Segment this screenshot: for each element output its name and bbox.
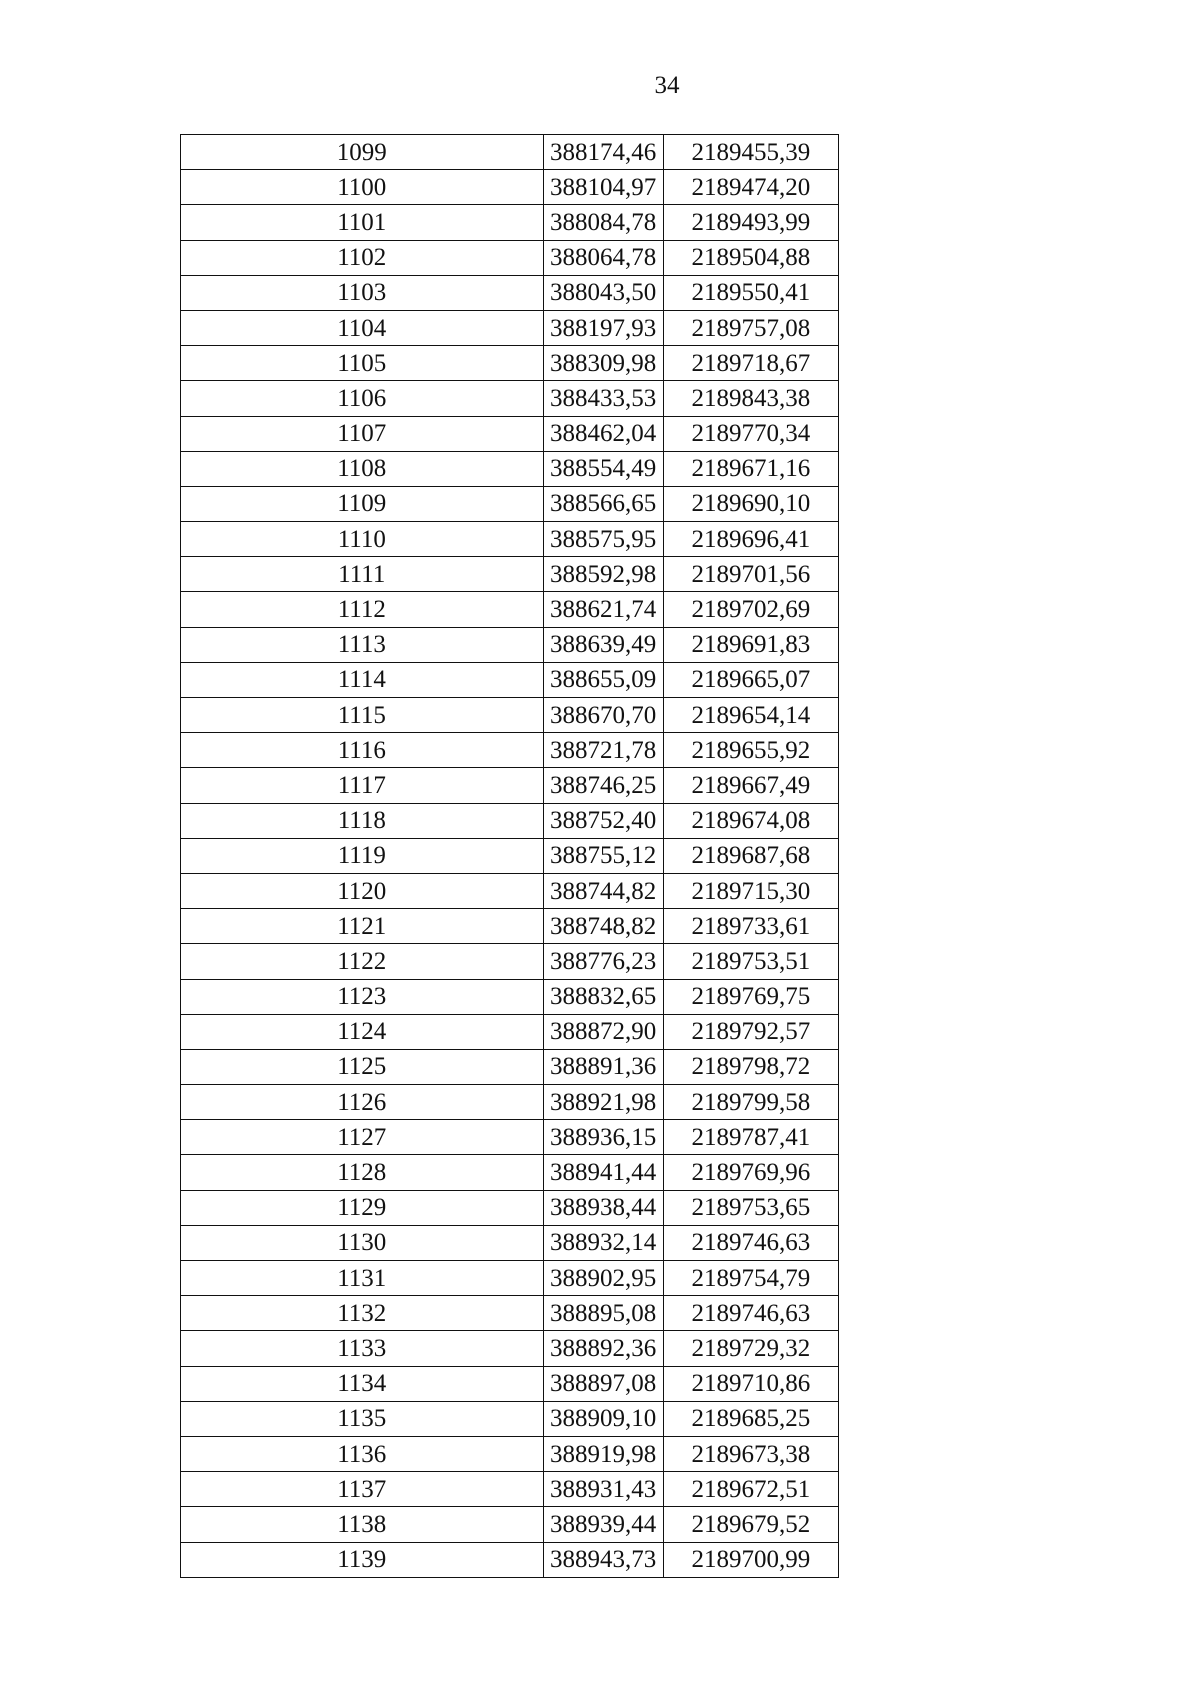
y-coordinate-cell: 2189700,99: [663, 1542, 838, 1577]
y-coordinate-cell: 2189679,52: [663, 1507, 838, 1542]
point-number-cell: 1122: [181, 944, 544, 979]
point-number-cell: 1129: [181, 1190, 544, 1225]
x-coordinate-cell: 388895,08: [543, 1296, 663, 1331]
y-coordinate-cell: 2189667,49: [663, 768, 838, 803]
point-number-cell: 1102: [181, 240, 544, 275]
table-row: [181, 1190, 839, 1225]
table-row: [181, 803, 839, 838]
y-coordinate-cell: 2189843,38: [663, 381, 838, 416]
x-coordinate-cell: 388776,23: [543, 944, 663, 979]
x-coordinate-cell: 388566,65: [543, 486, 663, 521]
point-number-cell: 1114: [181, 662, 544, 697]
table-row: [181, 205, 839, 240]
x-coordinate-cell: 388748,82: [543, 909, 663, 944]
x-coordinate-cell: 388721,78: [543, 733, 663, 768]
table-row: [181, 486, 839, 521]
table-row: [181, 944, 839, 979]
x-coordinate-cell: 388752,40: [543, 803, 663, 838]
table-row: [181, 416, 839, 451]
point-number-cell: 1132: [181, 1296, 544, 1331]
y-coordinate-cell: 2189718,67: [663, 346, 838, 381]
y-coordinate-cell: 2189798,72: [663, 1049, 838, 1084]
x-coordinate-cell: 388554,49: [543, 451, 663, 486]
coordinates-table-body: [181, 135, 839, 1578]
x-coordinate-cell: 388174,46: [543, 135, 663, 170]
table-row: [181, 733, 839, 768]
x-coordinate-cell: 388621,74: [543, 592, 663, 627]
y-coordinate-cell: 2189690,10: [663, 486, 838, 521]
y-coordinate-cell: 2189754,79: [663, 1261, 838, 1296]
table-row: [181, 1049, 839, 1084]
table-row: [181, 1472, 839, 1507]
y-coordinate-cell: 2189550,41: [663, 275, 838, 310]
table-row: [181, 1401, 839, 1436]
table-row: [181, 1085, 839, 1120]
x-coordinate-cell: 388932,14: [543, 1225, 663, 1260]
point-number-cell: 1112: [181, 592, 544, 627]
y-coordinate-cell: 2189769,75: [663, 979, 838, 1014]
point-number-cell: 1124: [181, 1014, 544, 1049]
page-number: 34: [654, 72, 680, 99]
point-number-cell: 1137: [181, 1472, 544, 1507]
point-number-cell: 1116: [181, 733, 544, 768]
x-coordinate-cell: 388043,50: [543, 275, 663, 310]
point-number-cell: 1100: [181, 170, 544, 205]
table-row: [181, 662, 839, 697]
point-number-cell: 1106: [181, 381, 544, 416]
x-coordinate-cell: 388433,53: [543, 381, 663, 416]
x-coordinate-cell: 388104,97: [543, 170, 663, 205]
table-row: [181, 1120, 839, 1155]
y-coordinate-cell: 2189799,58: [663, 1085, 838, 1120]
x-coordinate-cell: 388919,98: [543, 1436, 663, 1471]
y-coordinate-cell: 2189687,68: [663, 838, 838, 873]
x-coordinate-cell: 388891,36: [543, 1049, 663, 1084]
point-number-cell: 1131: [181, 1261, 544, 1296]
table-row: [181, 873, 839, 908]
table-row: [181, 979, 839, 1014]
point-number-cell: 1105: [181, 346, 544, 381]
point-number-cell: 1099: [181, 135, 544, 170]
point-number-cell: 1128: [181, 1155, 544, 1190]
y-coordinate-cell: 2189769,96: [663, 1155, 838, 1190]
x-coordinate-cell: 388197,93: [543, 310, 663, 345]
x-coordinate-cell: 388309,98: [543, 346, 663, 381]
point-number-cell: 1130: [181, 1225, 544, 1260]
x-coordinate-cell: 388892,36: [543, 1331, 663, 1366]
point-number-cell: 1104: [181, 310, 544, 345]
y-coordinate-cell: 2189654,14: [663, 698, 838, 733]
y-coordinate-cell: 2189504,88: [663, 240, 838, 275]
point-number-cell: 1134: [181, 1366, 544, 1401]
table-row: [181, 1366, 839, 1401]
x-coordinate-cell: 388897,08: [543, 1366, 663, 1401]
point-number-cell: 1127: [181, 1120, 544, 1155]
table-row: [181, 1225, 839, 1260]
point-number-cell: 1136: [181, 1436, 544, 1471]
y-coordinate-cell: 2189710,86: [663, 1366, 838, 1401]
table-row: [181, 838, 839, 873]
point-number-cell: 1109: [181, 486, 544, 521]
x-coordinate-cell: 388639,49: [543, 627, 663, 662]
y-coordinate-cell: 2189674,08: [663, 803, 838, 838]
x-coordinate-cell: 388575,95: [543, 522, 663, 557]
point-number-cell: 1121: [181, 909, 544, 944]
y-coordinate-cell: 2189455,39: [663, 135, 838, 170]
coordinates-table: [180, 134, 839, 1578]
x-coordinate-cell: 388902,95: [543, 1261, 663, 1296]
x-coordinate-cell: 388938,44: [543, 1190, 663, 1225]
point-number-cell: 1123: [181, 979, 544, 1014]
point-number-cell: 1120: [181, 873, 544, 908]
y-coordinate-cell: 2189671,16: [663, 451, 838, 486]
y-coordinate-cell: 2189787,41: [663, 1120, 838, 1155]
y-coordinate-cell: 2189701,56: [663, 557, 838, 592]
x-coordinate-cell: 388746,25: [543, 768, 663, 803]
table-row: [181, 627, 839, 662]
table-row: [181, 346, 839, 381]
point-number-cell: 1119: [181, 838, 544, 873]
x-coordinate-cell: 388064,78: [543, 240, 663, 275]
point-number-cell: 1110: [181, 522, 544, 557]
y-coordinate-cell: 2189733,61: [663, 909, 838, 944]
y-coordinate-cell: 2189685,25: [663, 1401, 838, 1436]
x-coordinate-cell: 388655,09: [543, 662, 663, 697]
table-row: [181, 909, 839, 944]
table-row: [181, 1014, 839, 1049]
table-row: [181, 240, 839, 275]
point-number-cell: 1135: [181, 1401, 544, 1436]
table-row: [181, 1507, 839, 1542]
y-coordinate-cell: 2189746,63: [663, 1225, 838, 1260]
point-number-cell: 1125: [181, 1049, 544, 1084]
table-row: [181, 1155, 839, 1190]
table-row: [181, 522, 839, 557]
table-row: [181, 170, 839, 205]
point-number-cell: 1133: [181, 1331, 544, 1366]
point-number-cell: 1118: [181, 803, 544, 838]
x-coordinate-cell: 388755,12: [543, 838, 663, 873]
point-number-cell: 1107: [181, 416, 544, 451]
x-coordinate-cell: 388592,98: [543, 557, 663, 592]
table-row: [181, 1331, 839, 1366]
point-number-cell: 1138: [181, 1507, 544, 1542]
table-row: [181, 592, 839, 627]
y-coordinate-cell: 2189474,20: [663, 170, 838, 205]
x-coordinate-cell: 388943,73: [543, 1542, 663, 1577]
y-coordinate-cell: 2189691,83: [663, 627, 838, 662]
table-row: [181, 1261, 839, 1296]
x-coordinate-cell: 388744,82: [543, 873, 663, 908]
y-coordinate-cell: 2189665,07: [663, 662, 838, 697]
table-row: [181, 381, 839, 416]
y-coordinate-cell: 2189753,65: [663, 1190, 838, 1225]
y-coordinate-cell: 2189746,63: [663, 1296, 838, 1331]
x-coordinate-cell: 388909,10: [543, 1401, 663, 1436]
x-coordinate-cell: 388931,43: [543, 1472, 663, 1507]
y-coordinate-cell: 2189702,69: [663, 592, 838, 627]
y-coordinate-cell: 2189696,41: [663, 522, 838, 557]
x-coordinate-cell: 388084,78: [543, 205, 663, 240]
y-coordinate-cell: 2189757,08: [663, 310, 838, 345]
x-coordinate-cell: 388936,15: [543, 1120, 663, 1155]
y-coordinate-cell: 2189655,92: [663, 733, 838, 768]
x-coordinate-cell: 388462,04: [543, 416, 663, 451]
table-row: [181, 1296, 839, 1331]
y-coordinate-cell: 2189672,51: [663, 1472, 838, 1507]
point-number-cell: 1108: [181, 451, 544, 486]
y-coordinate-cell: 2189493,99: [663, 205, 838, 240]
point-number-cell: 1103: [181, 275, 544, 310]
x-coordinate-cell: 388941,44: [543, 1155, 663, 1190]
x-coordinate-cell: 388832,65: [543, 979, 663, 1014]
y-coordinate-cell: 2189770,34: [663, 416, 838, 451]
y-coordinate-cell: 2189792,57: [663, 1014, 838, 1049]
point-number-cell: 1117: [181, 768, 544, 803]
point-number-cell: 1111: [181, 557, 544, 592]
y-coordinate-cell: 2189715,30: [663, 873, 838, 908]
table-row: [181, 451, 839, 486]
table-row: [181, 135, 839, 170]
y-coordinate-cell: 2189673,38: [663, 1436, 838, 1471]
y-coordinate-cell: 2189729,32: [663, 1331, 838, 1366]
x-coordinate-cell: 388921,98: [543, 1085, 663, 1120]
y-coordinate-cell: 2189753,51: [663, 944, 838, 979]
table-row: [181, 310, 839, 345]
table-row: [181, 698, 839, 733]
point-number-cell: 1139: [181, 1542, 544, 1577]
table-row: [181, 1436, 839, 1471]
table-row: [181, 1542, 839, 1577]
x-coordinate-cell: 388939,44: [543, 1507, 663, 1542]
x-coordinate-cell: 388872,90: [543, 1014, 663, 1049]
x-coordinate-cell: 388670,70: [543, 698, 663, 733]
table-row: [181, 275, 839, 310]
table-row: [181, 768, 839, 803]
point-number-cell: 1126: [181, 1085, 544, 1120]
point-number-cell: 1101: [181, 205, 544, 240]
point-number-cell: 1115: [181, 698, 544, 733]
point-number-cell: 1113: [181, 627, 544, 662]
table-row: [181, 557, 839, 592]
